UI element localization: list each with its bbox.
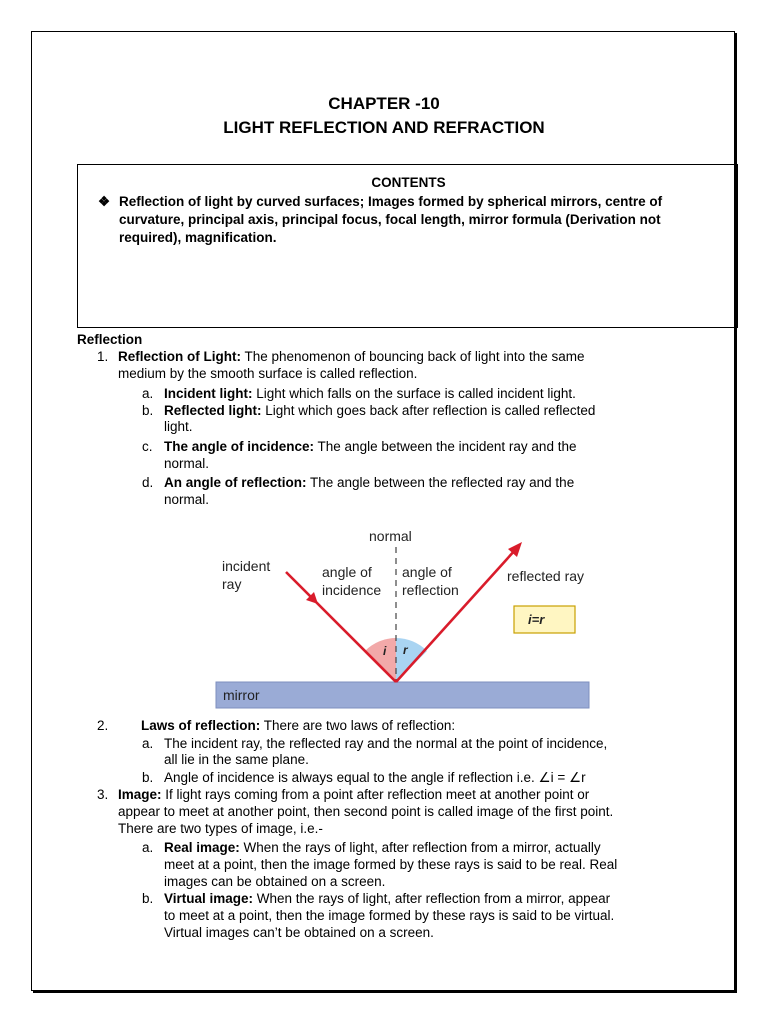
angle-reflection-label-2: reflection (402, 582, 459, 598)
term: Image: (118, 787, 162, 802)
sub-letter: b. (142, 770, 154, 785)
normal-label: normal (369, 528, 412, 544)
mirror-label: mirror (223, 687, 260, 703)
sub-letter: a. (142, 840, 154, 855)
definition-cont: medium by the smooth surface is called reflection. (118, 366, 418, 381)
definition-cont: There are two types of image, i.e.- (118, 821, 323, 836)
incident-ray-label-2: ray (222, 576, 242, 592)
list-item (164, 840, 734, 856)
contents-box (77, 164, 738, 328)
angle-r-label: r (403, 643, 408, 657)
diamond-bullet-icon: ❖ (98, 194, 111, 209)
list-item (141, 718, 701, 734)
term: An angle of reflection: (164, 475, 307, 490)
term: Virtual image: (164, 891, 254, 906)
sub-letter: c. (142, 439, 153, 454)
definition: When the rays of light, after reflection from a mirror, actually (239, 840, 601, 855)
definition-cont: meet at a point, then the image formed by these rays is said to be real. Real (164, 857, 618, 872)
definition: Light which falls on the surface is called incident light. (252, 386, 576, 401)
list-item (164, 386, 724, 402)
definition: When the rays of light, after reflection from a mirror, appear (253, 891, 611, 906)
chapter-number: CHAPTER -10 (328, 94, 440, 113)
sub-letter: d. (142, 475, 154, 490)
equation-box (514, 606, 575, 633)
reflection-diagram (214, 525, 594, 710)
section-heading-reflection: Reflection (77, 332, 143, 347)
definition-cont: normal. (164, 492, 210, 507)
list-number: 2. (97, 718, 109, 733)
definition: The phenomenon of bouncing back of light into the same (240, 349, 585, 364)
contents-heading: CONTENTS (371, 175, 446, 190)
angle-incidence-label-2: incidence (322, 582, 382, 598)
definition: There are two laws of reflection: (260, 718, 456, 733)
definition-cont: normal. (164, 456, 210, 471)
list-item (164, 439, 724, 455)
list-item: The incident ray, the reflected ray and the normal at the point of incidence, (164, 736, 608, 751)
definition: The angle between the incident ray and the (314, 439, 577, 454)
definition: The angle between the reflected ray and the (306, 475, 575, 490)
definition-cont: appear to meet at another point, then second point is called image of the first point. (118, 804, 614, 819)
list-item (118, 349, 718, 365)
contents-item-text: Reflection of light by curved surfaces; Images formed by spherical mirrors, centre of curvature, principal axis, principal focus, focal length, mirror formula (Derivation not required), magnification. (119, 194, 663, 245)
term: Laws of reflection: (141, 718, 261, 733)
sub-letter: b. (142, 403, 154, 418)
term: Reflected light: (164, 403, 262, 418)
definition-cont: Virtual images can’t be obtained on a screen. (164, 925, 434, 940)
sub-letter: a. (142, 386, 154, 401)
term: Real image: (164, 840, 240, 855)
term: Reflection of Light: (118, 349, 241, 364)
list-number: 3. (97, 787, 109, 802)
definition-cont: all lie in the same plane. (164, 752, 309, 767)
list-item (164, 403, 724, 419)
equation-label: i=r (528, 612, 545, 627)
list-item: Angle of incidence is always equal to the angle if reflection i.e. ∠i = ∠r (164, 770, 586, 785)
chapter-title: LIGHT REFLECTION AND REFRACTION (223, 118, 545, 137)
term: The angle of incidence: (164, 439, 315, 454)
definition: Light which goes back after reflection is called reflected (261, 403, 596, 418)
reflected-ray-label: reflected ray (507, 568, 585, 584)
definition-cont: images can be obtained on a screen. (164, 874, 386, 889)
list-item (164, 891, 734, 907)
contents-item (98, 193, 718, 247)
definition-cont: to meet at a point, then the image formed by these rays is said to be virtual. (164, 908, 615, 923)
definition-cont: light. (164, 419, 193, 434)
sub-letter: b. (142, 891, 154, 906)
angle-incidence-label: angle of (322, 564, 372, 580)
mirror-surface (216, 682, 589, 708)
list-number: 1. (97, 349, 109, 364)
term: Incident light: (164, 386, 253, 401)
incident-ray-label: incident (222, 558, 271, 574)
angle-reflection-label: angle of (402, 564, 452, 580)
angle-i-arc (365, 638, 396, 682)
definition: If light rays coming from a point after reflection meet at another point or (161, 787, 590, 802)
sub-letter: a. (142, 736, 154, 751)
list-item (164, 475, 724, 491)
angle-i-label: i (383, 644, 387, 658)
list-item (118, 787, 738, 803)
